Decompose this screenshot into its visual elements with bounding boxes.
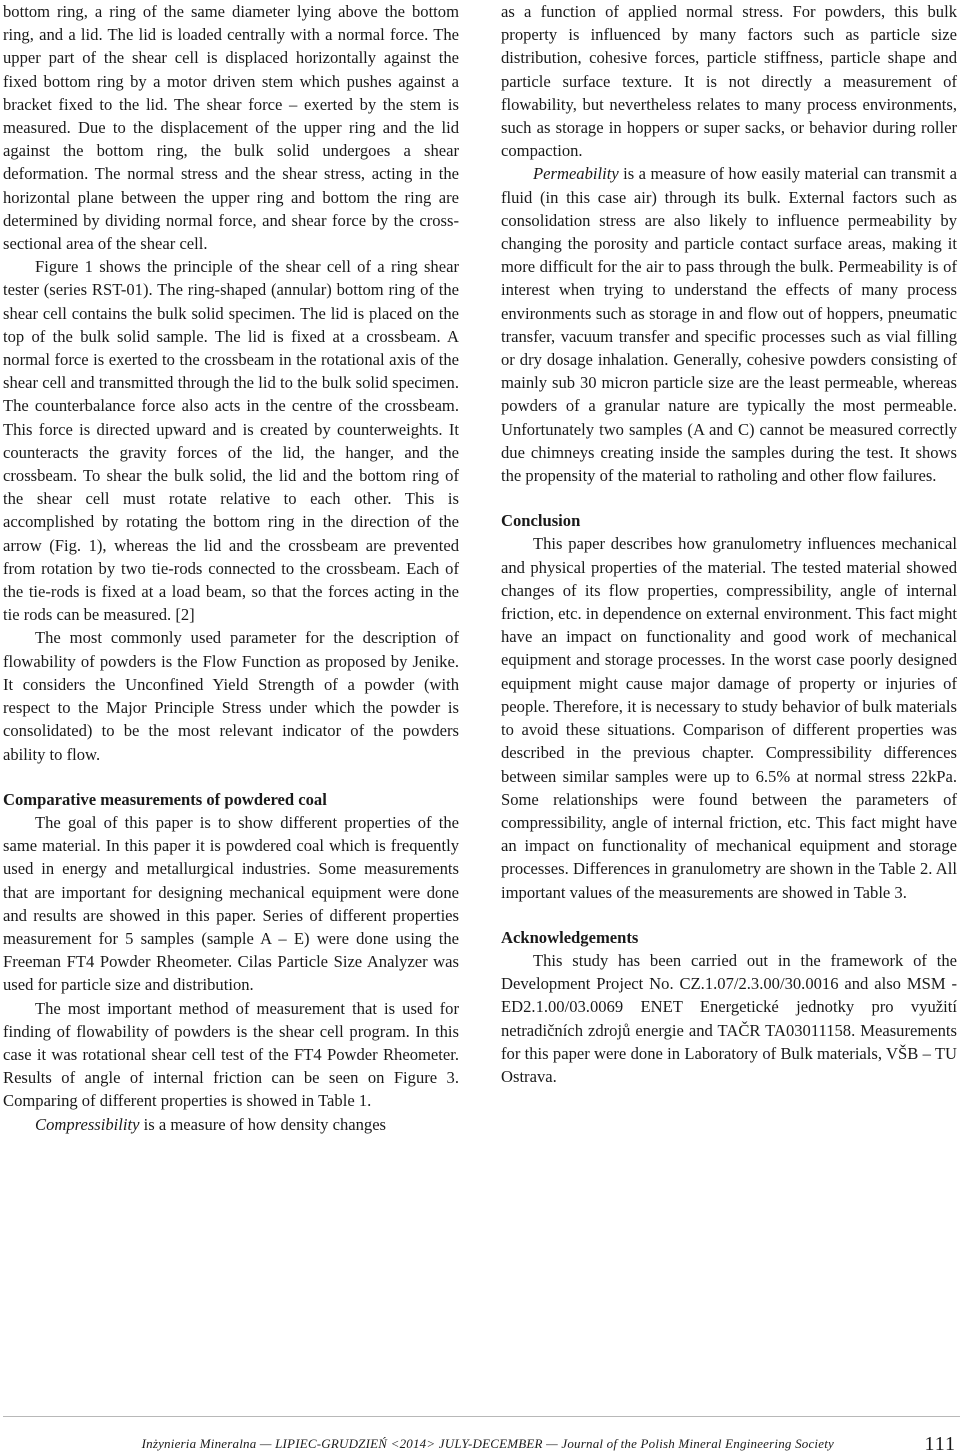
left-column <box>3 0 459 1136</box>
paragraph-permeability <box>501 162 957 487</box>
paragraph-shear-cell-description: bottom ring, a ring of the same diameter lying above the bottom ring, and a lid. The lid is loaded centrally with a normal force. The upper part of the shear cell is displaced horizontally against the fixed bottom ring by a motor driven stem which pushes against a bracket fixed to the lid. The shear force – exerted by the stem is measured. Due to the displacement of the upper ring and the lid against the bottom ring, the bulk solid undergoes a shear deformation. The normal stress and the shear stress, acting in the horizontal plane between the upper ring and bottom the ring are determined by dividing normal force, and shear force by the cross-sectional area of the shear cell. <box>3 2 459 254</box>
paragraph-goal: The goal of this paper is to show different properties of the same material. In this paper it is powdered coal which is frequently used in energy and metallurgical industries. Some measurements that are important for designing mechanical equipment were done and results are showed in this paper. Series of different properties measurement for 5 samples (sample A – E) were done using the Freeman FT4 Powder Rheometer. Cilas Particle Size Analyzer was used for particle size and distribution. <box>3 812 459 995</box>
term-compressibility: Compressibility <box>35 1114 140 1134</box>
permeability-text: is a measure of how easily material can transmit a fluid (in this case air) through its bulk. External factors such as consolidation stress are also likely to influence permeability by changing the porosity and particle contact surface areas, making it more difficult for the air to pass through the bulk. Permeability is of interest when trying to understand the effects of many process environments such as storage in and flow out of hoppers, pneumatic transfer, vacuum transfer and specific processes such as vial filling or dry dosage inhalation. Generally, cohesive powders consisting of mainly sub 30 micron particle size are the least permeable, whereas powders of a granular nature are typically the most permeable. Unfortunately two samples (A and C) cannot be measured correctly due chimneys creating inside the samples during the test. It shows the propensity of the material to ratholing and other flow failures. <box>501 164 957 486</box>
paragraph-shear-cell-program: The most important method of measurement that is used for finding of flowability of powders is the shear cell program. In this case it was rotational shear cell test of the FT4 Powder Rheometer. Results of angle of internal friction can be seen on Figure 3. Comparing of different properties is showed in Table 1. <box>3 998 459 1111</box>
paragraph-figure-1: Figure 1 shows the principle of the shear cell of a ring shear tester (series RST-01). The ring-shaped (annular) bottom ring of the shear cell contains the bulk solid specimen. The lid is placed on the top of the bulk solid sample. The lid is fixed at a crossbeam. A normal force is exerted to the crossbeam in the rotational axis of the shear cell and transmitted through the lid to the bulk solid specimen. The counterbalance force also acts in the centre of the crossbeam. This force is directed upward and is created by counterweights. It counteracts the gravity forces of the lid, the hanger, and the crossbeam. To shear the bulk solid, the lid and the bottom ring of the shear cell must rotate relative to each other. This is accomplished by rotating the bottom ring in the direction of the arrow (Fig. 1), whereas the lid and the crossbeam are prevented from rotation by two tie-rods connected to the crossbeam. Each of the tie-rods is fixed at a load beam, so that the forces acting in the tie rods can be measured. [2] <box>3 257 459 625</box>
section-heading-acknowledgements: Acknowledgements <box>501 927 639 947</box>
section-heading-comparative: Comparative measurements of powdered coal <box>3 789 327 809</box>
paragraph-conclusion: This paper describes how granulometry influences mechanical and physical properties of the material. The tested material showed changes of its flow properties, compressibility, angle of internal friction, etc. in dependence on external environment. This fact might have an impact on functionality and good work of mechanical equipment and storage processes. In the worst case poorly designed equipment might cause major damage of property or injuries of people. Therefore, it is necessary to study behavior of bulk materials to avoid these situations. Comparison of different properties was described in the previous chapter. Compressibility differences between similar samples were up to 6.5% at normal stress 22kPa. Some relationships were found between the parameters of compressibility, angle of internal friction, etc. This fact might have an impact on functionality of mechanical equipment and storage processes. Differences in granulometry are shown in the Table 2. All important values of the measurements are showed in Table 3. <box>501 534 957 902</box>
right-column <box>501 0 957 1088</box>
page-footer <box>0 1434 960 1456</box>
footer-divider <box>3 1416 960 1417</box>
term-permeability: Permeability <box>533 164 619 184</box>
paragraph-acknowledgements: This study has been carried out in the framework of the Development Project No. CZ.1.07/2.3.00/30.0016 and also MSM - ED2.1.00/03.0069 ENET Energetické jednotky pro využití netradičních zdrojů energie and TAČR TA03011158. Measurements for this paper were done in Laboratory of Bulk materials, VŠB – TU Ostrava. <box>501 950 957 1086</box>
page-number: 111 <box>924 1433 956 1455</box>
journal-line: Inżynieria Mineralna — LIPIEC-GRUDZIEŃ <2014> JULY-DECEMBER — Journal of the Polish Mineral Engineering Society <box>141 1436 834 1451</box>
paragraph-compressibility-continued: as a function of applied normal stress. For powders, this bulk property is influenced by many factors such as particle size distribution, cohesive forces, particle stiffness, particle shape and particle surface texture. It is not directly a measurement of flowability, but nevertheless relates to many process environments, such as storage in hoppers or super sacks, or behavior during roller compaction. <box>501 2 957 161</box>
paragraph-flow-function: The most commonly used parameter for the description of flowability of powders is the Flow Function as proposed by Jenike. It considers the Unconfined Yield Strength of a powder (with respect to the Major Principle Stress under which the powder is consolidated) to be the most relevant indicator of the powders ability to flow. <box>3 628 459 764</box>
paragraph-compressibility <box>3 1113 459 1136</box>
section-heading-conclusion: Conclusion <box>501 511 581 531</box>
compressibility-text: is a measure of how density changes <box>139 1114 387 1134</box>
